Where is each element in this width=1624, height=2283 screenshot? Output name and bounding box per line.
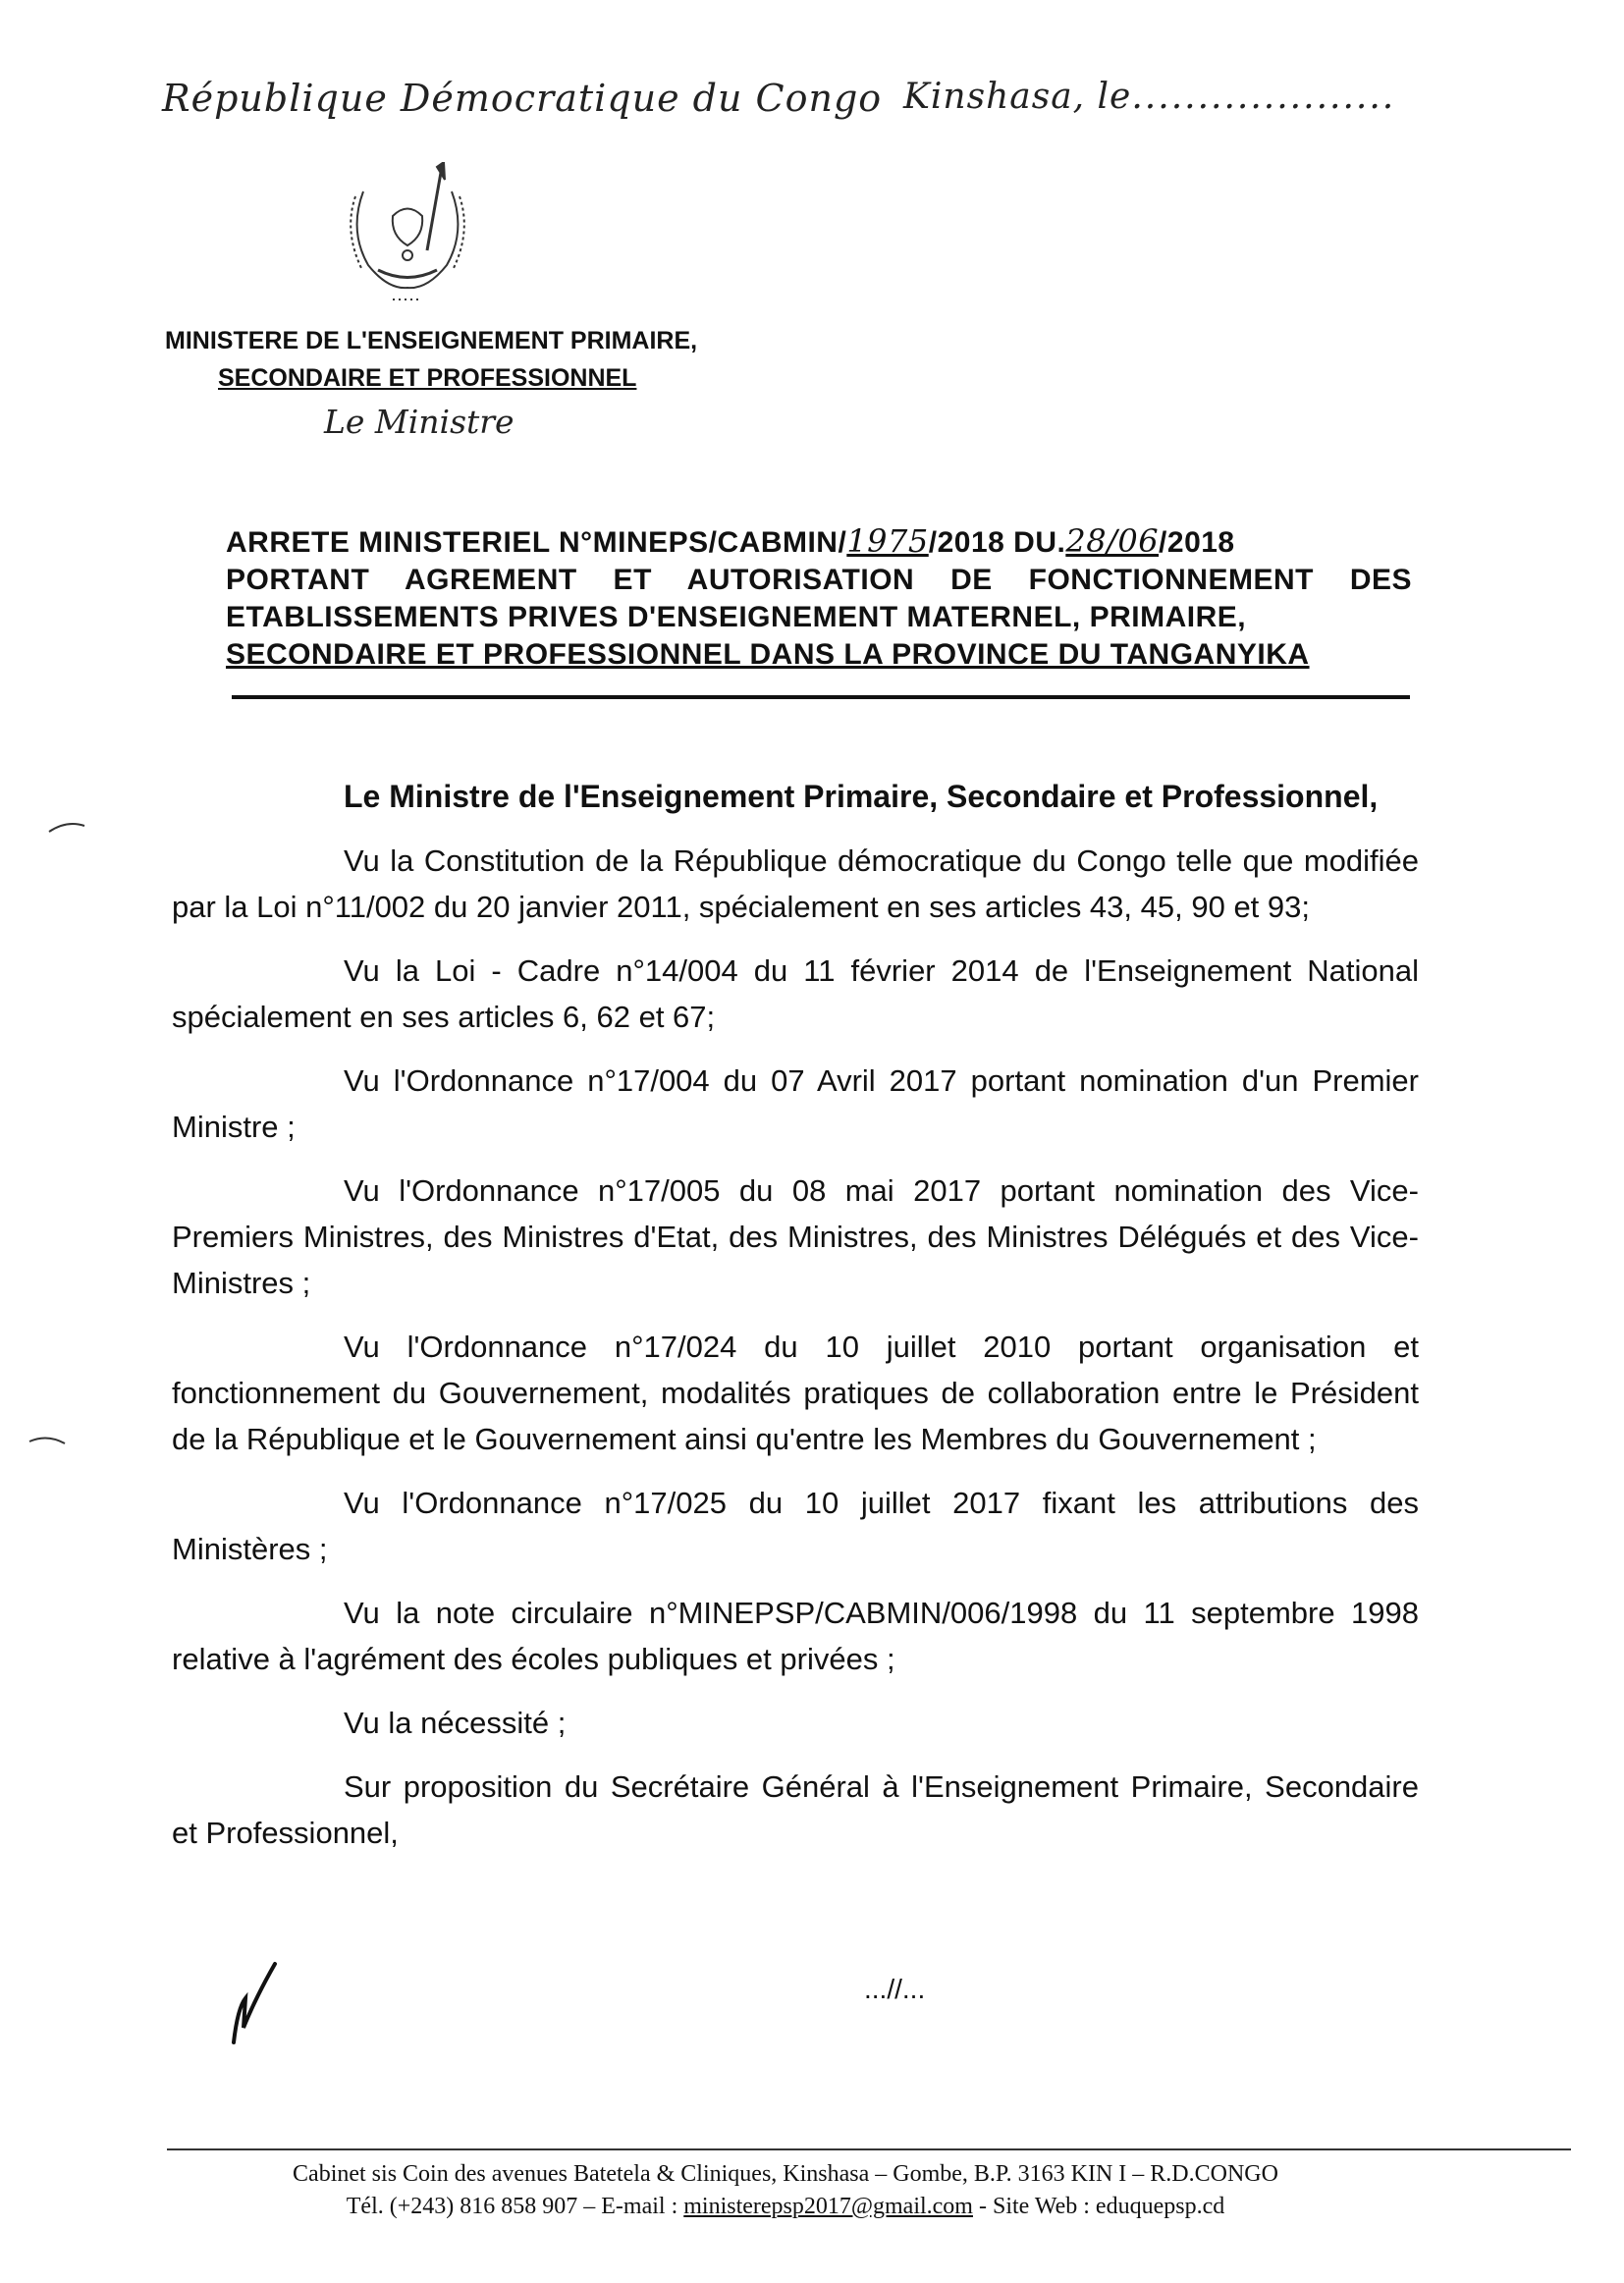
- footer-email-link[interactable]: ministerepsp2017@gmail.com: [683, 2194, 973, 2219]
- decree-subject-end: SECONDAIRE ET PROFESSIONNEL DANS LA PROVINCE DU TANGANYIKA: [226, 638, 1310, 671]
- ministry-line-1: MINISTERE DE L'ENSEIGNEMENT PRIMAIRE,: [165, 327, 698, 354]
- decree-prefix: ARRETE MINISTERIEL N°MINEPS/CABMIN/: [226, 526, 847, 559]
- title-underline: [232, 695, 1410, 699]
- signatory-title: Le Ministre: [324, 403, 514, 441]
- recital-3: Vu l'Ordonnance n°17/004 du 07 Avril 2017 portant nomination d'un Premier Ministre ;: [172, 1063, 1419, 1144]
- recital-4: Vu l'Ordonnance n°17/005 du 08 mai 2017 portant nomination des Vice-Premiers Ministres, des Ministres d'Etat, des Ministres, des Ministres Délégués et des Vice-Ministres ;: [172, 1173, 1419, 1300]
- country-name: République Démocratique du Congo: [162, 77, 883, 120]
- decree-number: 1975: [846, 522, 929, 560]
- footer-website: - Site Web : eduquepsp.cd: [972, 2194, 1225, 2219]
- signature-paraphe-icon: [226, 1959, 285, 2047]
- decree-date: 28/06: [1065, 522, 1160, 560]
- preamble-heading: Le Ministre de l'Enseignement Primaire, Secondaire et Professionnel,: [344, 779, 1379, 814]
- place-date-label: Kinshasa, le: [903, 77, 1132, 117]
- recital-7: Vu la note circulaire n°MINEPSP/CABMIN/006/1998 du 11 septembre 1998 relative à l'agrément des écoles publiques et privées ;: [172, 1596, 1419, 1676]
- decree-title-line-1: [226, 522, 1412, 562]
- recital-9: Sur proposition du Secrétaire Général à l'Enseignement Primaire, Secondaire et Professionnel,: [172, 1769, 1419, 1850]
- decree-year-end: /2018: [1159, 526, 1235, 559]
- date-blank: ....................: [1131, 77, 1396, 117]
- footer-tel: Tél. (+243) 816 858 907 – E-mail :: [346, 2194, 684, 2219]
- decree-year-du: /2018 DU.: [928, 526, 1066, 559]
- footer-address: Cabinet sis Coin des avenues Batetela & Cliniques, Kinshasa – Gombe, B.P. 3163 KIN I – R.D.CONGO: [293, 2161, 1278, 2187]
- decree-title: [226, 522, 1412, 674]
- footer: [118, 2158, 1453, 2223]
- ministry-name: [165, 322, 697, 397]
- recital-6: Vu l'Ordonnance n°17/025 du 10 juillet 2017 fixant les attributions des Ministères ;: [172, 1486, 1419, 1566]
- recital-2: Vu la Loi - Cadre n°14/004 du 11 février 2014 de l'Enseignement National spécialement en ses articles 6, 62 et 67;: [172, 953, 1419, 1034]
- footer-contact: [118, 2191, 1453, 2223]
- place-date: [903, 77, 1395, 117]
- margin-mark: [27, 1434, 67, 1447]
- recital-8: Vu la nécessité ;: [344, 1706, 567, 1740]
- coat-of-arms-icon: [334, 162, 481, 319]
- decree-subject: PORTANT AGREMENT ET AUTORISATION DE FONCTIONNEMENT DES ETABLISSEMENTS PRIVES D'ENSEIGNEMENT MATERNEL, PRIMAIRE,: [226, 564, 1412, 633]
- recital-1: Vu la Constitution de la République démocratique du Congo telle que modifiée par la Loi n°11/002 du 20 janvier 2011, spécialement en ses articles 43, 45, 90 et 93;: [172, 843, 1419, 924]
- ministry-line-2: SECONDAIRE ET PROFESSIONNEL: [218, 364, 637, 392]
- margin-mark: [47, 820, 86, 834]
- footer-rule: [167, 2148, 1571, 2150]
- page-continuation: ...//...: [864, 1974, 926, 2004]
- recital-5: Vu l'Ordonnance n°17/024 du 10 juillet 2010 portant organisation et fonctionnement du Gouvernement, modalités pratiques de collaboration entre le Président de la République et le Gouvernement ainsi qu'entre les Membres du Gouvernement ;: [172, 1330, 1419, 1456]
- decree-body: [172, 774, 1419, 1874]
